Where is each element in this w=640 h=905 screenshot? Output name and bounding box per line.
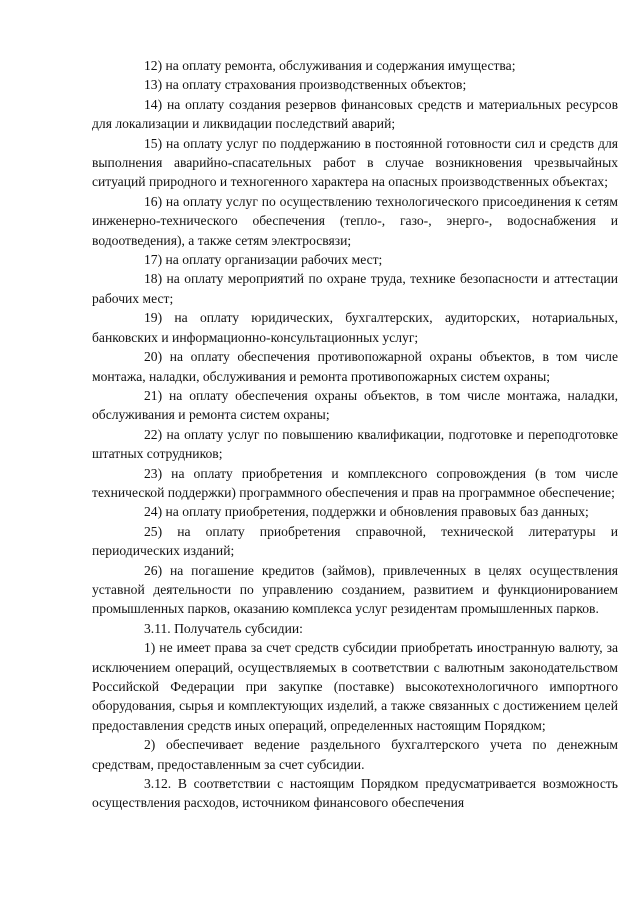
section-3-11-heading: 3.11. Получатель субсидии: [144,620,303,636]
paragraph-item-16: 16) на оплату услуг по осуществлению технологического присоединения к сетям инженерно-технического обеспечения (тепло-, газо-, энерго-, водоснабжения и водоотведения), а также сетям электросвязи; [92,193,618,248]
paragraph-item-24: 24) на оплату приобретения, поддержки и обновления правовых баз данных; [144,504,589,520]
paragraph-3-11-item-2: 2) обеспечивает ведение раздельного бухгалтерского учета по денежным средствам, предоставленным за счет субсидии. [92,737,618,772]
paragraph-item-22: 22) на оплату услуг по повышению квалификации, подготовке и переподготовке штатных сотрудников; [92,426,618,462]
paragraph-item-19: 19) на оплату юридических, бухгалтерских, аудиторских, нотариальных, банковских и информационно-консультационных услуг; [92,310,618,345]
paragraph-item-14: 14) на оплату создания резервов финансовых средств и материальных ресурсов для локализации и ликвидации последствий аварий; [92,96,618,132]
paragraph-item-26: 26) на погашение кредитов (займов), привлеченных в целях осуществления уставной деятельности по управлению созданием, развитием и функционированием промышленных парков, оказанию комплекса услуг резидентам промышленных парков. [92,562,618,617]
paragraph-item-23: 23) на оплату приобретения и комплексного сопровождения (в том числе технической поддержки) программного обеспечения и прав на программное обеспечение; [92,465,618,500]
paragraph-item-21: 21) на оплату обеспечения охраны объектов, в том числе монтажа, наладки, обслуживания и ремонта систем охраны; [92,387,618,423]
paragraph-3-11-item-1: 1) не имеет права за счет средств субсидии приобретать иностранную валюту, за исключением операций, осуществляемых в соответствии с валютным законодательством Российской Федерации при закупке (поставке) высокотехнологичного импортного оборудования, сырья и комплектующих изделий, а также связанных с достижением целей предоставления средств иных операций, определенных настоящим Порядком; [92,640,618,733]
paragraph-item-25: 25) на оплату приобретения справочной, технической литературы и периодических изданий; [92,523,618,559]
section-3-12-paragraph: 3.12. В соответствии с настоящим Порядком предусматривается возможность осуществления расходов, источником финансового обеспечения [92,776,618,811]
paragraph-item-15: 15) на оплату услуг по поддержанию в постоянной готовности сил и средств для выполнения аварийно-спасательных работ в случае возникновения чрезвычайных ситуаций природного и техногенного характера на опасных производственных объектах; [92,135,618,190]
paragraph-item-12: 12) на оплату ремонта, обслуживания и содержания имущества; [144,58,516,73]
paragraph-item-13: 13) на оплату страхования производственных объектов; [144,77,467,93]
paragraph-item-20: 20) на оплату обеспечения противопожарной охраны объектов, в том числе монтажа, наладки, обслуживания и ремонта противопожарных систем охраны; [92,349,618,384]
paragraph-item-17: 17) на оплату организации рабочих мест; [144,252,383,268]
paragraph-item-18: 18) на оплату мероприятий по охране труда, технике безопасности и аттестации рабочих мест; [92,271,618,306]
